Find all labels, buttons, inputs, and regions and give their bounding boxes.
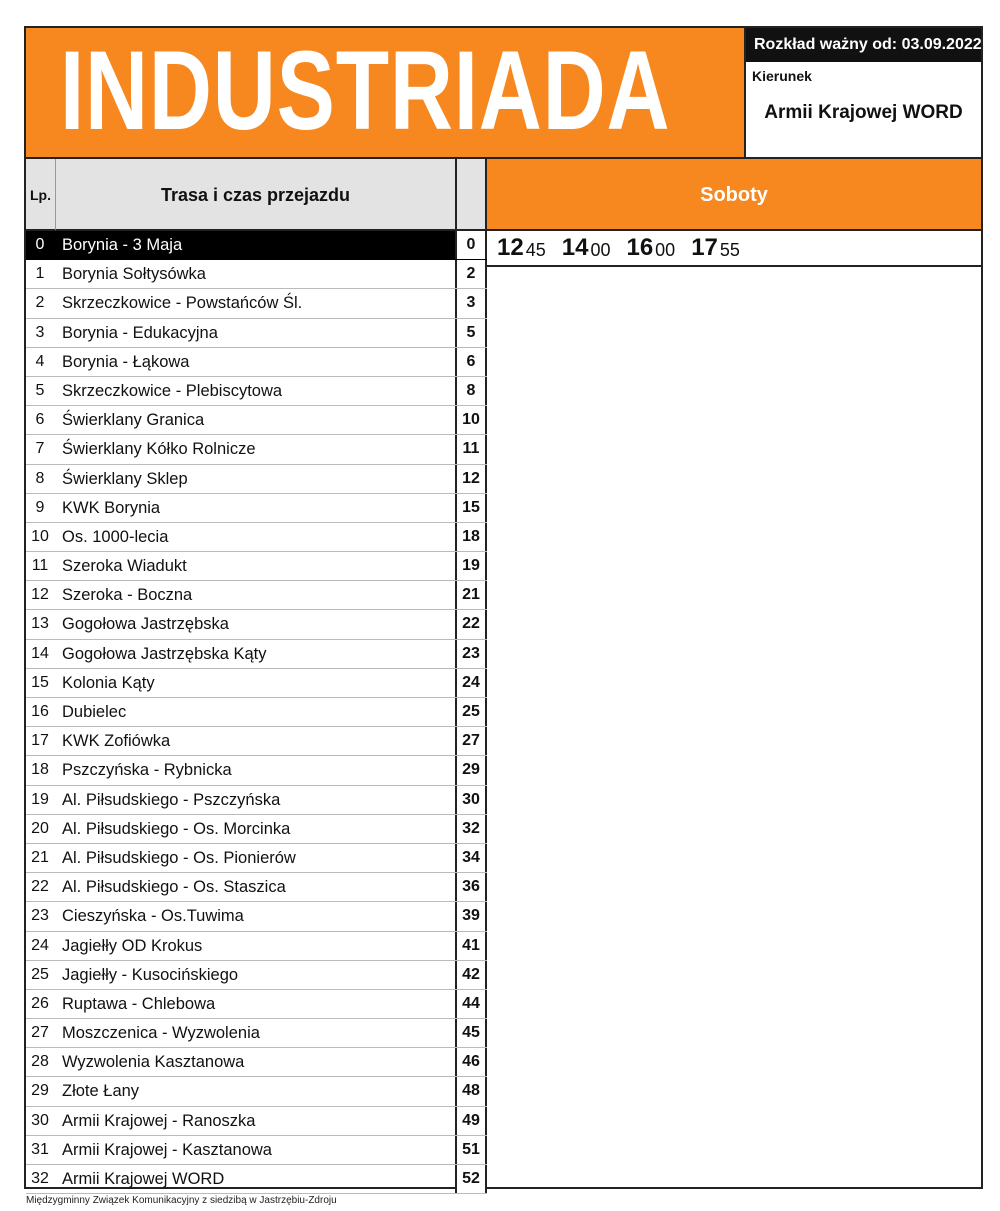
stop-name: Cieszyńska - Os.Tuwima — [62, 907, 244, 926]
stop-travel-time: 30 — [455, 786, 487, 814]
stop-travel-time: 32 — [455, 815, 487, 843]
stop-travel-time: 15 — [455, 494, 487, 522]
departure-times — [487, 231, 981, 267]
column-header-day: Soboty — [487, 159, 981, 231]
stop-lp: 18 — [31, 761, 49, 779]
stop-name: Al. Piłsudskiego - Os. Staszica — [62, 878, 286, 897]
stop-travel-time: 41 — [455, 932, 487, 960]
stop-row — [26, 698, 487, 727]
departure-minute: 00 — [655, 240, 676, 260]
stop-lp: 19 — [31, 790, 49, 808]
stop-lp: 21 — [31, 848, 49, 866]
stop-lp: 27 — [31, 1024, 49, 1042]
stop-lp: 5 — [35, 381, 45, 399]
stop-lp: 10 — [31, 527, 49, 545]
stop-row — [26, 1019, 487, 1048]
stop-lp: 6 — [35, 411, 45, 429]
direction-label: Kierunek — [752, 68, 812, 84]
stop-lp: 15 — [31, 673, 49, 691]
stop-name: Gogołowa Jastrzębska — [62, 615, 229, 634]
stop-travel-time: 45 — [455, 1019, 487, 1047]
stop-row — [26, 1165, 487, 1194]
departure-time — [562, 231, 611, 268]
line-name: INDUSTRIADA — [60, 28, 671, 153]
stop-row — [26, 640, 487, 669]
stop-travel-time: 25 — [455, 698, 487, 726]
info-box — [744, 28, 996, 157]
stop-row — [26, 844, 487, 873]
stop-name: Wyzwolenia Kasztanowa — [62, 1053, 245, 1072]
column-header-lp: Lp. — [26, 159, 56, 231]
stop-travel-time: 29 — [455, 756, 487, 784]
stop-lp: 8 — [35, 469, 45, 487]
departure-time — [691, 231, 740, 268]
stop-row — [26, 786, 487, 815]
stop-row — [26, 756, 487, 785]
stop-lp: 29 — [31, 1082, 49, 1100]
departure-time — [626, 231, 675, 268]
stop-name: Jagiełły OD Krokus — [62, 936, 203, 955]
stop-row — [26, 494, 487, 523]
stop-name: Moszczenica - Wyzwolenia — [62, 1024, 260, 1043]
stop-travel-time: 39 — [455, 902, 487, 930]
stop-name: Borynia - Edukacyjna — [62, 323, 218, 342]
footer-note: Międzygminny Związek Komunikacyjny z siedzibą w Jastrzębiu-Zdroju — [26, 1195, 337, 1206]
stop-lp: 24 — [31, 936, 49, 954]
stop-travel-time: 2 — [455, 260, 487, 288]
stop-row-current — [26, 231, 487, 260]
stop-lp: 31 — [31, 1140, 49, 1158]
stop-row — [26, 1107, 487, 1136]
stop-name: Al. Piłsudskiego - Pszczyńska — [62, 790, 281, 809]
stop-lp: 20 — [31, 819, 49, 837]
stop-lp: 11 — [31, 557, 49, 575]
stop-lp: 14 — [31, 644, 49, 662]
departure-hour: 17 — [691, 234, 718, 261]
direction-value: Armii Krajowej WORD — [764, 102, 963, 123]
stop-row — [26, 552, 487, 581]
stop-name: Kolonia Kąty — [62, 673, 155, 692]
stop-lp: 23 — [31, 907, 49, 925]
stop-name: Borynia - Łąkowa — [62, 352, 190, 371]
stop-name: Świerklany Kółko Rolnicze — [62, 440, 256, 459]
departure-time — [497, 231, 546, 268]
stop-travel-time: 8 — [455, 377, 487, 405]
stop-name: Świerklany Sklep — [62, 469, 188, 488]
stop-list — [26, 231, 487, 1194]
stop-lp: 13 — [31, 615, 49, 633]
stop-row — [26, 873, 487, 902]
departure-hour: 14 — [561, 234, 589, 261]
stop-lp: 7 — [35, 440, 45, 458]
stop-lp: 30 — [31, 1111, 49, 1129]
stop-name: Pszczyńska - Rybnicka — [62, 761, 232, 780]
stop-name: Złote Łany — [62, 1082, 140, 1101]
stop-travel-time: 34 — [455, 844, 487, 872]
stop-lp: 3 — [35, 323, 45, 341]
stop-travel-time: 21 — [455, 581, 487, 609]
stop-name: KWK Zofiówka — [62, 732, 171, 751]
valid-from: Rozkład ważny od: 03.09.2022 r. — [746, 28, 981, 62]
stop-row — [26, 435, 487, 464]
stop-row — [26, 377, 487, 406]
stop-lp: 1 — [35, 265, 45, 283]
stop-row — [26, 1048, 487, 1077]
header-band — [26, 28, 996, 159]
departure-hour: 16 — [626, 234, 654, 261]
stop-row — [26, 1077, 487, 1106]
departure-minute: 55 — [719, 240, 740, 260]
stop-travel-time: 49 — [455, 1107, 487, 1135]
stop-lp: 28 — [31, 1053, 49, 1071]
stop-name: Skrzeczkowice - Powstańców Śl. — [62, 294, 303, 313]
stop-lp: 26 — [31, 994, 49, 1012]
stop-name: Borynia - 3 Maja — [62, 236, 183, 254]
stop-travel-time: 22 — [455, 610, 487, 638]
stop-travel-time: 27 — [455, 727, 487, 755]
stop-name: Ruptawa - Chlebowa — [62, 994, 216, 1013]
stop-row — [26, 1136, 487, 1165]
stop-row — [26, 610, 487, 639]
stop-lp: 32 — [31, 1170, 49, 1187]
stop-row — [26, 465, 487, 494]
stop-row — [26, 932, 487, 961]
stop-travel-time: 11 — [455, 435, 487, 463]
stop-lp: 2 — [35, 294, 45, 312]
stop-lp: 4 — [35, 352, 45, 370]
stop-row — [26, 727, 487, 756]
stop-name: Al. Piłsudskiego - Os. Morcinka — [62, 819, 291, 838]
departure-hour: 12 — [497, 234, 524, 261]
stop-name: KWK Borynia — [62, 498, 161, 517]
departure-minute: 00 — [590, 240, 611, 260]
stop-name: Armii Krajowej - Kasztanowa — [62, 1140, 272, 1159]
stop-name: Szeroka Wiadukt — [62, 557, 187, 576]
stop-row — [26, 815, 487, 844]
stop-lp: 22 — [31, 878, 49, 896]
stop-row — [26, 319, 487, 348]
column-header-minutes — [455, 159, 487, 231]
stop-travel-time: 42 — [455, 961, 487, 989]
stop-travel-time: 23 — [455, 640, 487, 668]
stop-row — [26, 406, 487, 435]
stop-name: Szeroka - Boczna — [62, 586, 193, 605]
stop-row — [26, 581, 487, 610]
stop-row — [26, 669, 487, 698]
stop-lp: 17 — [31, 732, 49, 750]
stop-travel-time: 6 — [455, 348, 487, 376]
stop-row — [26, 348, 487, 377]
stop-row — [26, 260, 487, 289]
stop-travel-time: 0 — [455, 231, 487, 259]
stop-name: Al. Piłsudskiego - Os. Pionierów — [62, 848, 296, 867]
departure-minute: 45 — [525, 240, 546, 260]
stop-travel-time: 19 — [455, 552, 487, 580]
stop-lp: 9 — [35, 498, 45, 516]
stop-travel-time: 18 — [455, 523, 487, 551]
stop-travel-time: 10 — [455, 406, 487, 434]
stop-row — [26, 523, 487, 552]
stop-travel-time: 44 — [455, 990, 487, 1018]
stop-lp: 25 — [31, 965, 49, 983]
stop-travel-time: 36 — [455, 873, 487, 901]
stop-row — [26, 289, 487, 318]
stop-travel-time: 5 — [455, 319, 487, 347]
stop-name: Os. 1000-lecia — [62, 527, 169, 546]
stop-row — [26, 902, 487, 931]
stop-lp: 16 — [31, 703, 49, 720]
stop-travel-time: 24 — [455, 669, 487, 697]
stop-name: Jagiełły - Kusocińskiego — [62, 965, 239, 984]
stop-travel-time: 3 — [455, 289, 487, 317]
stop-lp: 0 — [35, 236, 45, 253]
stop-name: Świerklany Granica — [62, 411, 205, 430]
column-header-route: Trasa i czas przejazdu — [56, 159, 455, 231]
stop-row — [26, 961, 487, 990]
stop-travel-time: 51 — [455, 1136, 487, 1164]
stop-name: Skrzeczkowice - Plebiscytowa — [62, 381, 283, 400]
stop-row — [26, 990, 487, 1019]
stop-name: Armii Krajowej WORD — [62, 1170, 225, 1188]
stop-name: Armii Krajowej - Ranoszka — [62, 1111, 256, 1130]
stop-name: Gogołowa Jastrzębska Kąty — [62, 644, 267, 663]
stop-travel-time: 48 — [455, 1077, 487, 1105]
stop-lp: 12 — [31, 586, 49, 604]
timetable-sheet — [24, 26, 996, 1189]
stop-name: Borynia Sołtysówka — [62, 265, 206, 284]
stop-name: Dubielec — [62, 703, 127, 721]
stop-travel-time: 12 — [455, 465, 487, 493]
stop-travel-time: 46 — [455, 1048, 487, 1076]
stop-travel-time: 52 — [455, 1165, 487, 1193]
